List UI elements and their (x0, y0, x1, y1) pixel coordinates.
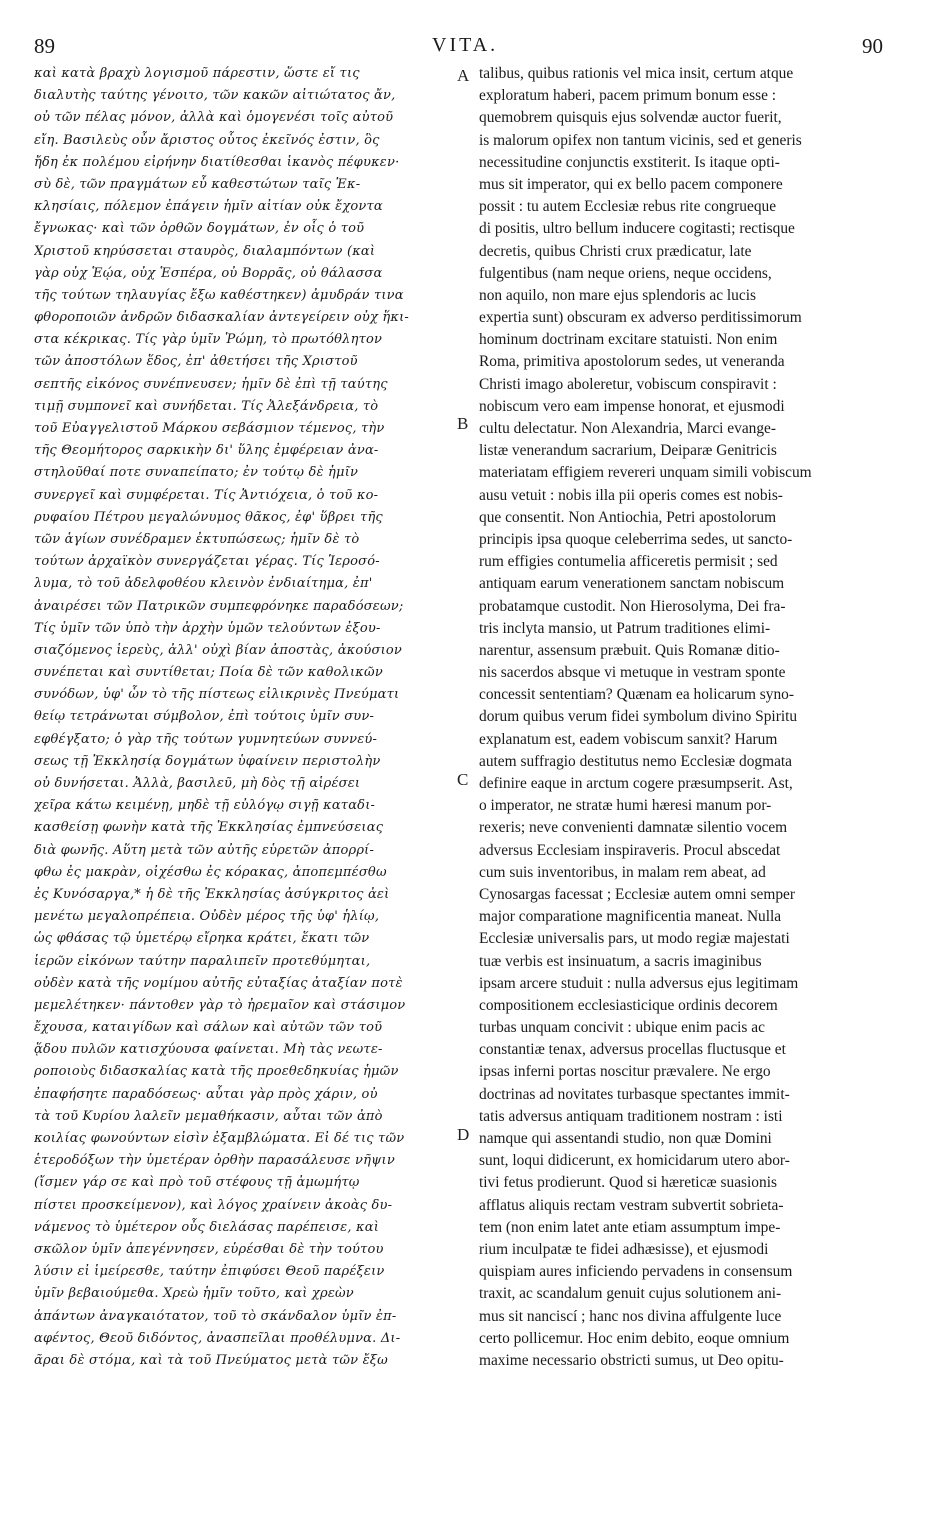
latin-text-line: explanatum est, eadem vobiscum sanxit? Harum (479, 730, 778, 748)
latin-text-line: ipsam arcere studuit : nulla adversus ejus legitimam (479, 974, 799, 992)
greek-text-line: τῶν ἁγίων συνέδραμεν ἐκτυπώσεως; ἡμῖν δὲ τὸ (34, 531, 360, 547)
latin-text-line: certo pollicemur. Hoc enim debito, eoque omnium (479, 1329, 790, 1347)
greek-text-line: Τίς ὑμῖν τῶν ὑπὸ τὴν ἀρχὴν ὑμῶν τελούντων ἐξου- (34, 620, 381, 636)
greek-text-line: ἱερῶν εἰκόνων ταύτην παραλιπεῖν προτεθύμηται, (34, 953, 371, 969)
latin-text-line: mus sit imperator, qui ex bello pacem componere (479, 175, 783, 193)
latin-text-line: autem suffragio destitutus nemo Ecclesiæ dogmata (479, 752, 793, 770)
greek-text-line: συνόδων, ὑφ' ὧν τὸ τῆς πίστεως εἰλικρινὲς Πνεύματι (34, 687, 400, 703)
greek-text-line: λύσιν εἰ ἱμείρεσθε, ταύτην ἐπιφύσει Θεοῦ παρέξειν (34, 1264, 385, 1280)
latin-text-line: dorum quibus verum fidei symbolum divino Spiritu (479, 708, 798, 726)
latin-text-line: antiquam earum venerationem sanctam nobiscum (479, 575, 785, 593)
latin-text-line: materiatam effigiem revereri unquam simili vobiscum (479, 464, 812, 482)
greek-text-line: Χριστοῦ κηρύσσεται σταυρὸς, διαλαμπόντων (καὶ (34, 243, 376, 259)
greek-text-line: ἐς Κυνόσαργα,* ἡ δὲ τῆς Ἐκκλησίας ἀσύγκριτος ἀεὶ (34, 886, 390, 902)
page-number-right: 90 (862, 34, 883, 58)
latin-text-line: namque qui assentandi studio, non quæ Domini (479, 1130, 772, 1147)
margin-marker-d: D (457, 1125, 470, 1144)
margin-marker-b: B (457, 414, 469, 433)
latin-text-line: listæ venerandum sacrarium, Deiparæ Genitricis (479, 442, 777, 460)
greek-text-line: ἔχουσα, καταιγίδων καὶ σάλων καὶ αὐτῶν τῶν τοῦ (34, 1020, 383, 1036)
greek-text-line: πίστει προσκείμενον), καὶ λόγος χραίνειν ἀκοὰς δυ- (34, 1197, 393, 1213)
latin-text-line: constantiæ tenax, adversus procellas fluctusque et (479, 1041, 786, 1059)
greek-text-line: ὡς φθάσας τῷ ὑμετέρῳ εἴρηκα κράτει, ἕκατι τῶν (34, 931, 370, 947)
greek-text-line: μεμελέτηκεν· πάντοθεν γὰρ τὸ ἠρεμαῖον καὶ στάσιμον (34, 997, 406, 1013)
margin-marker-a: A (457, 66, 470, 85)
greek-text-line: ρυφαίου Πέτρου μεγαλώνυμος θᾶκος, ἐφ' ὕβρει τῆς (34, 509, 383, 525)
greek-text-line: τὰ τοῦ Κυρίου λαλεῖν μεμαθήκασιν, αὗται τῶν ἀπὸ (34, 1108, 383, 1124)
greek-text-line: κοιλίας φωνούντων εἰσὶν ἐξαμβλώματα. Εἰ δέ τις τῶν (34, 1131, 405, 1146)
greek-text-line: στα κέκρικας. Τίς γὰρ ὑμῖν Ῥώμη, τὸ πρωτόθλητον (34, 332, 383, 348)
greek-text-line: (ἴσμεν γάρ σε καὶ πρὸ τοῦ στέφους τῇ ἀμωμήτῳ (34, 1175, 360, 1191)
latin-text-line: nis sacerdos absque vi metuque in vestram sponte (479, 664, 786, 682)
latin-text-line: decretis, quibus Christi crux prædicatur, late (479, 242, 752, 260)
greek-text-line: ἑτεροδόξων τὴν ὑμετέραν ὀρθὴν παρασάλευσε νῆψιν (34, 1153, 395, 1169)
latin-text-line: concessit sententiam? Quænam ea holicarum syno- (479, 686, 794, 704)
latin-text-line: adversus Ecclesiam inspiraveris. Procul abscedat (479, 841, 781, 859)
greek-text-line: μενέτω μεγαλοπρέπεια. Οὐδὲν μέρος τῆς ὑφ' ἡλίῳ, (34, 909, 380, 925)
greek-text-line: φθω ἐς μακρὰν, οἰχέσθω ἐς κόρακας, ἀποπεμπέσθω (34, 864, 387, 880)
latin-text-line: cultu delectatur. Non Alexandria, Marci evange- (479, 420, 777, 437)
greek-text-line: οὐ τῶν πέλας μόνον, ἀλλὰ καὶ ὁμογενέσι τοῖς αὐτοῦ (34, 110, 394, 126)
greek-text-line: λυμα, τὸ τοῦ ἀδελφοθέου κλεινὸν ἐνδιαίτημα, ἐπ' (34, 576, 373, 592)
greek-text-line: διαλυτὴς ταύτης γένοιτο, τῶν κακῶν αἰτιώτατος ἄν, (34, 88, 396, 104)
latin-text-line: tem (non enim latet ante etiam assumptum impe- (479, 1218, 781, 1236)
latin-text-line: ipsas inferni portas noscitur prævalere. Ne ergo (479, 1063, 771, 1081)
greek-text-line: τῆς τούτων τηλαυγίας ἔξω καθέστηκεν) ἀμυδράν τινα (34, 287, 404, 303)
greek-text-line: ἤδη ἐκ πολέμου εἰρήνην διατίθεσθαι ἱκανὸς πέφυκεν· (34, 154, 400, 170)
greek-text-line: τῆς Θεομήτορος σαρκικὴν δι' ὕλης ἐμφέρειαν ἀνα- (34, 443, 379, 459)
page-number-left: 89 (34, 34, 55, 58)
latin-text-line: tivi fetus prodierunt. Quod si hæreticæ suasionis (479, 1174, 777, 1192)
latin-text-line: di positis, ultro bellum inducere cogitasti; rectisque (479, 220, 795, 238)
latin-text-line: sunt, loqui didicerunt, ex homicidarum utero abor- (479, 1152, 790, 1170)
latin-text-line: is malorum opifex non tantum vicinis, sed et generis (479, 131, 802, 149)
latin-text-line: Ecclesiæ universalis pars, ut modo regiæ majestati (479, 930, 790, 948)
greek-text-line: τούτων ἀρχαϊκὸν συνεργάζεται γέρας. Τίς Ἱεροσό- (34, 554, 380, 570)
greek-text-line: οὐ δυνήσεται. Ἀλλὰ, βασιλεῦ, μὴ δὸς τῇ αἱρέσει (34, 776, 361, 791)
greek-text-line: ροποιοὺς διδασκαλίας κατὰ τῆς προεθεδηκυίας ἡμῶν (34, 1064, 399, 1080)
greek-text-line: ἁπάντων ἀναγκαιότατον, τοῦ τὸ σκάνδαλον ὑμῖν ἐπ- (34, 1308, 397, 1324)
greek-text-line: τοῦ Εὐαγγελιστοῦ Μάρκου σεβάσμιον τέμενος, τὴν (34, 421, 385, 436)
latin-text-line: necessitudine conjunctis exstiterit. Is itaque opti- (479, 153, 780, 171)
latin-text-line: rium inculpatæ te fidei adhæsisse), et ejusmodi (479, 1240, 769, 1258)
greek-text-line: ἔγνωκας· καὶ τῶν ὀρθῶν δογμάτων, ἐν οἷς ὁ τοῦ (34, 221, 365, 237)
latin-text-line: cum suis inventoribus, in malam rem abeat, ad (479, 863, 766, 881)
greek-text-line: ἐπαφήσητε παραδόσεως· αὗται γὰρ πρὸς χάριν, οὐ (34, 1086, 378, 1102)
latin-text-line: mus sit nanciscí ; hanc nos divina affulgente luce (479, 1307, 782, 1325)
greek-text-line: διὰ φωνῆς. Αὕτη μετὰ τῶν αὐτῆς εὑρετῶν ἀπορρί- (34, 842, 375, 858)
greek-text-line: εφθέγξατο; ὁ γὰρ τῆς τούτων γυμνητεύων συννεύ- (34, 731, 378, 747)
greek-text-line: κλησίαις, πόλεμον ἐπάγειν ἡμῖν αἰτίαν οὐκ ἔχοντα (34, 199, 383, 215)
latin-text-line: Cynosargas facessat ; Ecclesiæ autem omni semper (479, 885, 795, 903)
latin-text-line: tris inclyta mansio, ut Patrum traditiones elimi- (479, 619, 771, 637)
latin-text-line: traxit, ac scandalum genuit cujus solutionem ani- (479, 1285, 782, 1303)
latin-text-line: quispiam aures inficiendo pervadens in consensum (479, 1263, 793, 1281)
latin-text-line: maxime necessario obstricti sumus, ut Deo opitu- (479, 1351, 784, 1369)
greek-text-line: ᾶραι δὲ στόμα, καὶ τὰ τοῦ Πνεύματος μετὰ τῶν ἔξω (34, 1352, 388, 1368)
latin-text-line: tatis adversus antiquam traditionem nostram : isti (479, 1107, 783, 1125)
greek-text-line: ᾅδου πυλῶν κατισχύουσα φαίνεται. Μὴ τὰς νεωτε- (34, 1042, 383, 1058)
latin-text-line: principis ipsa quoque celeberrima sedes, ut sancto- (479, 530, 793, 548)
greek-text-line: σιαζόμενος ἱερεὺς, ἀλλ' οὐχὶ βίαν ἀποστὰς, ἀκούσιον (34, 642, 403, 658)
latin-text-line: ausu vetuit : nobis illa pii operis comes est nobis- (479, 486, 783, 504)
greek-text-line: αφέντος, Θεοῦ διδόντος, ἀνασπεῖλαι προθέλυμνα. Δι- (34, 1330, 401, 1346)
greek-text-line: συνεργεῖ καὶ συμφέρεται. Τίς Ἀντιόχεια, ὁ τοῦ κο- (34, 487, 379, 503)
latin-text-line: probatamque custodit. Non Hierosolyma, Dei fra- (479, 597, 786, 615)
greek-text-line: τιμῇ συμπονεῖ καὶ συνήδεται. Τίς Ἀλεξάνδρεια, τὸ (34, 398, 379, 414)
greek-text-line: καὶ κατὰ βραχὺ λογισμοῦ πάρεστιν, ὥστε εἴ τις (34, 66, 360, 81)
greek-text-column (34, 63, 454, 1513)
latin-text-line: hominum doctrinam excitare statuisti. Non enim (479, 331, 778, 349)
greek-text-line: σκῶλον ὑμῖν ἀπεγέννησεν, εὑρέσθαι δὲ τὴν τούτου (34, 1241, 384, 1257)
greek-text-line: στηλοῦθαί ποτε συναπείπατο; ἐν τούτῳ δὲ ἡμῖν (34, 465, 359, 481)
greek-text-line: φθοροποιῶν ἀνδρῶν διδασκαλίαν ἀντεγείρειν οὐχ ἥκι- (34, 310, 409, 326)
latin-text-line: definire eaque in arctum cogere præsumpserit. Ast, (479, 775, 793, 792)
latin-text-line: fulgentibus (nam neque oriens, neque occidens, (479, 264, 772, 282)
greek-text-line: σεως τῇ Ἐκκλησίᾳ δογμάτων ὑφαίνειν περιστολὴν (34, 753, 381, 769)
latin-text-line: tuæ verbis est insinuatum, a sacris imaginibus (479, 952, 762, 970)
greek-text-line: χεῖρα κάτω κειμένῃ, μηδὲ τῇ εὐλόγῳ σιγῇ καταδι- (34, 798, 376, 814)
greek-text-line: οὐδὲν κατὰ τῆς νομίμου αὐτῆς εὐταξίας ἀταξίαν ποτὲ (34, 975, 403, 991)
greek-text-line: γὰρ οὐχ Ἑῴα, οὐχ Ἑσπέρα, οὐ Βορρᾶς, οὐ θάλασσα (34, 265, 383, 281)
greek-text-line: κασθείσῃ φωνὴν κατὰ τῆς Ἐκκλησίας ἐμπνεύσειας (34, 820, 384, 836)
latin-text-line: nobiscum vero eam impense honorat, et ejusmodi (479, 397, 785, 415)
margin-marker-c: C (457, 770, 469, 789)
greek-text-line: συνέπεται καὶ συντίθεται; Ποία δὲ τῶν καθολικῶν (34, 665, 383, 681)
latin-text-line: non aquilo, non mare ejus splendoris ac lucis (479, 286, 756, 304)
running-title: VITA. (432, 34, 499, 56)
greek-text-line: σὺ δὲ, τῶν πραγμάτων εὖ καθεστώτων ταῖς Ἐκ- (34, 176, 361, 192)
latin-text-line: doctrinas ad novitates turbasque spectantes immit- (479, 1085, 790, 1103)
greek-text-line: ἀναιρέσει τῶν Πατρικῶν συμπεφρόνηκε παραδόσεων; (34, 598, 404, 614)
latin-text-line: possit : tu autem Ecclesiæ rebus rite congrueque (479, 198, 777, 216)
latin-text-line: quemobrem quisquis ejus solvendæ auctor fuerit, (479, 109, 782, 127)
latin-text-line: expertia sunt) obscuram ex adverso perditissimorum (479, 309, 802, 327)
greek-text-line: ὑμῖν βεβαιούμεθα. Χρεὼ ἡμῖν τοῦτο, καὶ χρεὼν (34, 1286, 354, 1302)
running-header (0, 28, 925, 58)
greek-text-line: θείῳ τετράνωται σύμβολον, ἐπὶ τούτοις ὑμῖν συν- (34, 709, 375, 725)
greek-text-line: εἴη. Βασιλεὺς οὖν ἄριστος οὗτος ἐκεῖνός ἐστιν, ὃς (34, 132, 380, 148)
latin-text-line: afflatus aliquis rectam vestram subvertit sobrieta- (479, 1196, 784, 1214)
latin-text-line: exploratum haberi, pacem primum bonum esse : (479, 87, 777, 105)
latin-text-line: major comparatione magnificentia maneat. Nulla (479, 908, 782, 926)
greek-text-line: νάμενος τὸ ὑμέτερον οὖς διελάσας παρέπεισε, καὶ (34, 1219, 380, 1235)
greek-text-line: σεπτῆς εἰκόνος συνέπνευσεν; ἡμῖν δὲ ἐπὶ τῇ ταύτης (34, 376, 388, 392)
latin-text-line: o imperator, ne stratæ humi hæresi manum por- (479, 797, 772, 815)
latin-text-line: talibus, quibus rationis vel mica insit, certum atque (479, 65, 794, 82)
latin-text-line: narentur, assensum præbuit. Quis Romanæ ditio- (479, 641, 780, 659)
latin-text-line: rum effigies contumelia afficeretis permisit ; sed (479, 553, 778, 571)
latin-text-line: rexeris; neve convenienti damnatæ silentio vocem (479, 819, 788, 837)
latin-text-column (479, 63, 899, 1513)
latin-text-line: Roma, primitiva apostolorum sedes, ut veneranda (479, 353, 785, 371)
latin-text-line: compositionem ecclesiasticique ordinis decorem (479, 996, 778, 1014)
latin-text-line: turbas unquam concivit : ubique enim pacis ac (479, 1019, 765, 1037)
greek-text-line: τῶν ἀποστόλων ἕδος, ἐπ' ἀθετήσει τῆς Χριστοῦ (34, 354, 358, 370)
latin-text-line: que consentit. Non Antiochia, Petri apostolorum (479, 508, 777, 526)
latin-text-line: Christi imago aboleretur, vobiscum conspiravit : (479, 375, 777, 393)
